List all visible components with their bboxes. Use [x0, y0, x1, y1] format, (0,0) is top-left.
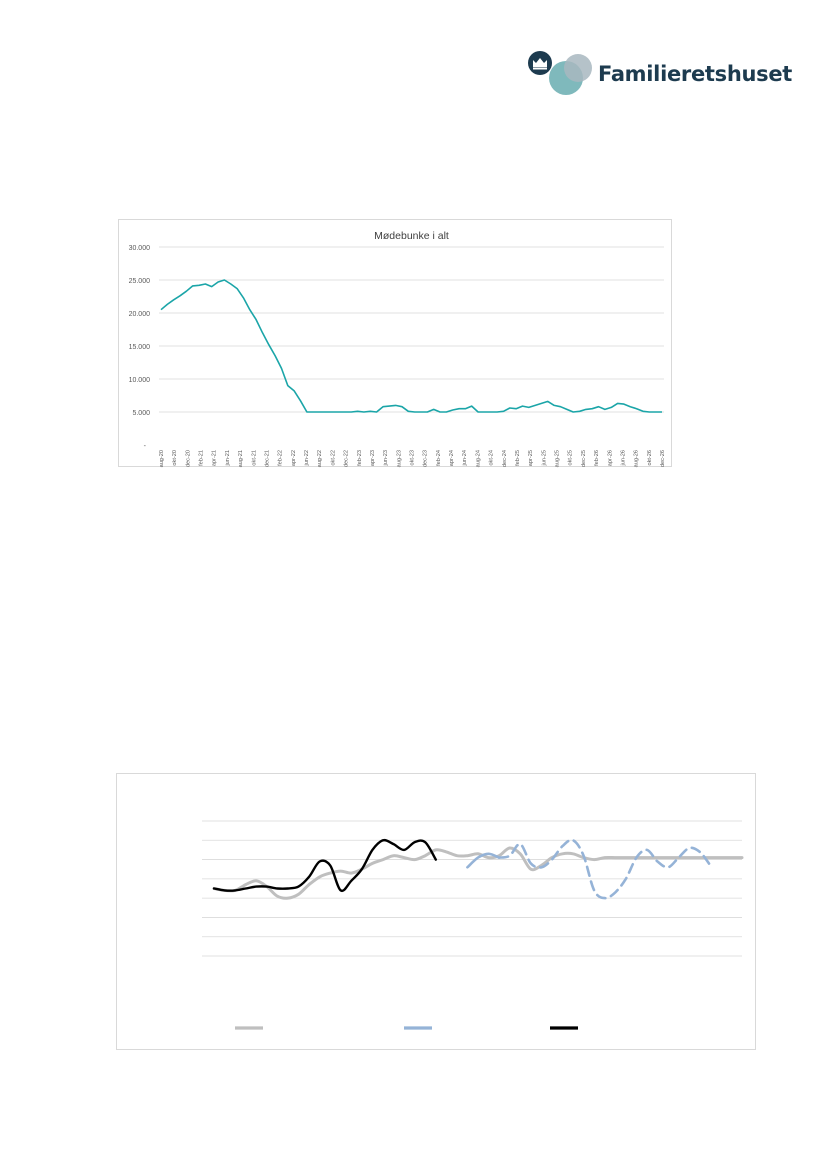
- chart1-x-tick-label: dec-23: [422, 450, 429, 468]
- chart1-x-tick-label: dec-26: [660, 450, 666, 468]
- chart1-x-tick-label: aug-20: [159, 450, 165, 468]
- chart1-x-tick-label: jun-22: [304, 449, 310, 466]
- chart1-y-tick-label: 10.000: [128, 377, 150, 384]
- chart1-y-tick-label: 30.000: [128, 245, 150, 252]
- chart1-x-tick-label: apr-22: [290, 449, 297, 467]
- chart1-y-tick-label: 25.000: [128, 278, 150, 285]
- chart1-x-tick-label: okt-20: [172, 450, 179, 466]
- chart1-x-tick-label: jun-23: [383, 449, 390, 466]
- chart1-x-tick-label: apr-26: [607, 450, 614, 467]
- chart1-y-tick-label: 5.000: [132, 410, 150, 417]
- logo-text: Familieretshuset: [598, 62, 793, 86]
- chart1-x-tick-label: jun-25: [541, 449, 548, 466]
- chart1-title: Mødebunke i alt: [374, 230, 449, 242]
- chart1-x-tick-label: feb-22: [277, 450, 284, 466]
- chart1-x-tick-label: jun-21: [224, 449, 231, 466]
- chart1-x-tick-label: okt-25: [567, 449, 574, 466]
- chart1-x-tick-label: aug-23: [396, 449, 403, 468]
- chart1-y-tick-label: 20.000: [128, 311, 150, 318]
- chart-modebunke-svg: [119, 220, 673, 468]
- chart1-x-tick-label: feb-26: [594, 450, 601, 466]
- chart1-x-tick-label: dec-24: [501, 450, 508, 468]
- chart1-x-tick-label: okt-22: [330, 450, 337, 466]
- chart1-x-tick-label: dec-25: [580, 450, 587, 468]
- chart1-x-tick-label: apr-25: [528, 450, 535, 467]
- chart1-x-tick-label: apr-24: [449, 450, 456, 467]
- chart1-x-tick-label: dec-20: [185, 450, 192, 468]
- chart-modebunke: [118, 219, 672, 467]
- chart1-x-tick-label: okt-24: [488, 449, 495, 466]
- chart1-x-tick-label: feb-21: [198, 450, 205, 466]
- chart1-x-tick-label: aug-24: [475, 449, 482, 468]
- logo-circle-small: [564, 54, 592, 82]
- chart1-x-tick-label: aug-21: [238, 449, 245, 468]
- chart1-x-tick-label: feb-23: [356, 450, 363, 466]
- chart-forecast-svg: [117, 774, 757, 1051]
- chart1-x-tick-label: okt-26: [646, 449, 653, 466]
- chart1-x-tick-label: aug-25: [554, 449, 561, 468]
- chart1-x-tick-label: apr-21: [211, 449, 218, 467]
- chart2-series-1: [214, 848, 742, 898]
- chart1-y-tick-label: -: [143, 443, 146, 450]
- chart1-x-tick-label: jun-24: [462, 449, 469, 466]
- chart1-x-tick-label: aug-26: [633, 449, 640, 468]
- chart-forecast: [116, 773, 756, 1050]
- chart1-x-tick-label: aug-22: [317, 449, 324, 468]
- chart1-y-tick-label: 15.000: [128, 344, 150, 351]
- chart1-x-tick-label: feb-25: [515, 450, 521, 466]
- chart1-x-tick-label: okt-23: [409, 450, 416, 466]
- chart1-x-tick-label: feb-24: [435, 450, 442, 466]
- chart1-x-tick-label: apr-23: [369, 449, 376, 467]
- chart1-x-tick-label: dec-21: [264, 450, 271, 468]
- chart1-x-tick-label: jun-26: [620, 449, 627, 466]
- chart1-x-tick-label: okt-21: [251, 450, 258, 466]
- chart1-x-tick-label: dec-22: [343, 450, 350, 468]
